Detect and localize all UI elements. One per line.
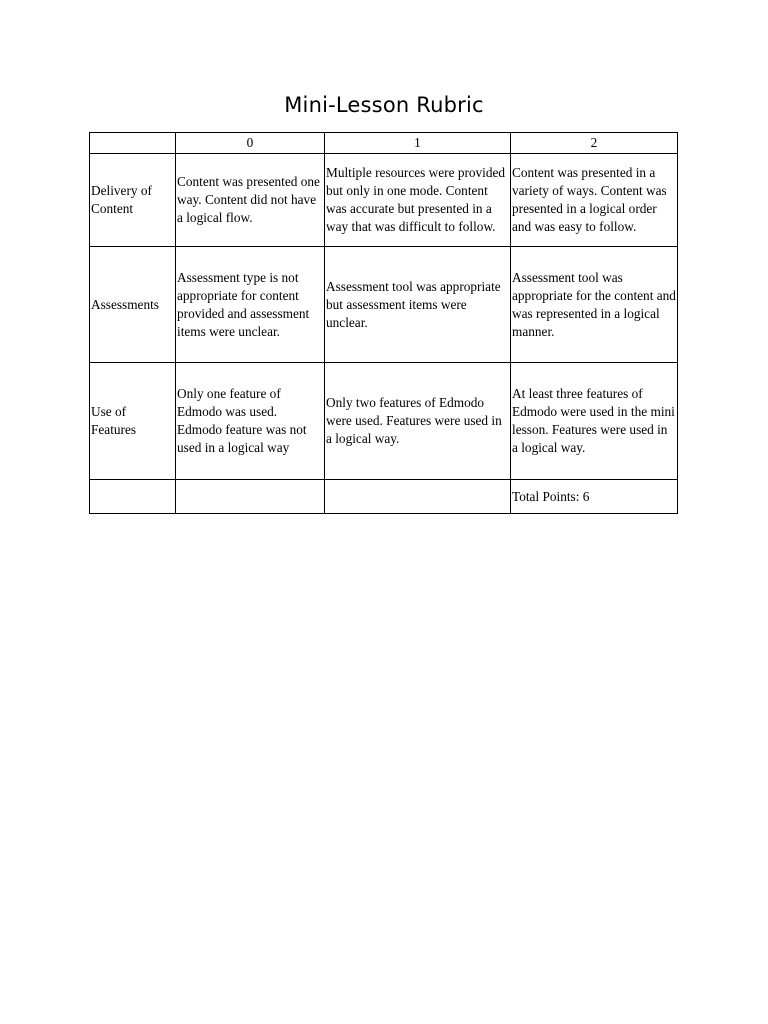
rubric-table <box>89 132 678 514</box>
criterion-label: Delivery of Content <box>90 154 176 247</box>
empty-cell <box>90 480 176 514</box>
header-cell-score-2: 2 <box>511 133 678 154</box>
rubric-cell: Only two features of Edmodo were used. Features were used in a logical way. <box>325 363 511 480</box>
rubric-cell: At least three features of Edmodo were used in the mini lesson. Features were used in a logical way. <box>511 363 678 480</box>
rubric-cell: Assessment tool was appropriate but assessment items were unclear. <box>325 247 511 363</box>
empty-cell <box>176 480 325 514</box>
rubric-cell: Content was presented in a variety of ways. Content was presented in a logical order and was easy to follow. <box>511 154 678 247</box>
rubric-cell: Assessment tool was appropriate for the content and was represented in a logical manner. <box>511 247 678 363</box>
table-row <box>90 154 678 247</box>
page-title: Mini-Lesson Rubric <box>284 93 484 117</box>
total-points: Total Points: 6 <box>511 480 678 514</box>
rubric-cell: Assessment type is not appropriate for content provided and assessment items were unclear. <box>176 247 325 363</box>
header-cell-blank <box>90 133 176 154</box>
header-cell-score-1: 1 <box>325 133 511 154</box>
rubric-cell: Only one feature of Edmodo was used. Edmodo feature was not used in a logical way <box>176 363 325 480</box>
header-row <box>90 133 678 154</box>
rubric-cell: Multiple resources were provided but only in one mode. Content was accurate but presented in a way that was difficult to follow. <box>325 154 511 247</box>
empty-cell <box>325 480 511 514</box>
table-row <box>90 247 678 363</box>
table-row <box>90 363 678 480</box>
rubric-cell: Content was presented one way. Content did not have a logical flow. <box>176 154 325 247</box>
criterion-label: Assessments <box>90 247 176 363</box>
header-cell-score-0: 0 <box>176 133 325 154</box>
criterion-label: Use of Features <box>90 363 176 480</box>
total-row <box>90 480 678 514</box>
